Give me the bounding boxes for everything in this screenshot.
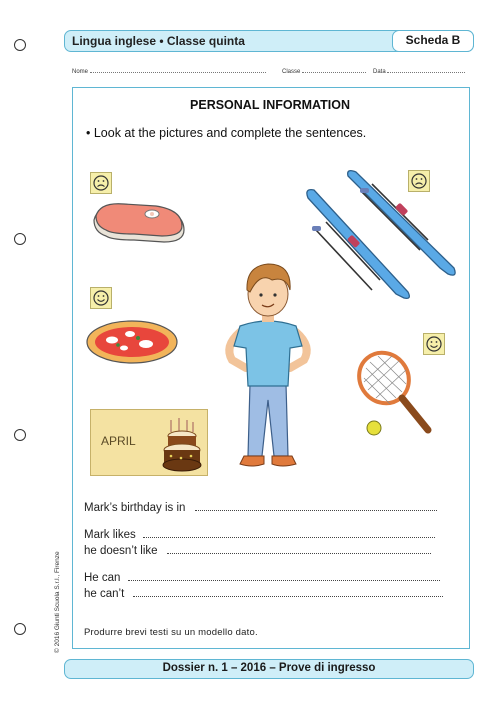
tennis-racket-image <box>356 346 442 446</box>
binder-hole <box>14 233 26 245</box>
skis-image <box>300 168 460 303</box>
sad-icon <box>90 172 112 194</box>
can-answer-line[interactable] <box>128 572 440 581</box>
binder-hole <box>14 429 26 441</box>
name-label: Nome <box>72 69 89 75</box>
cant-answer-line[interactable] <box>133 588 443 597</box>
subject-title: Lingua inglese • Classe quinta <box>72 34 245 48</box>
binder-hole <box>14 39 26 51</box>
calendar-card <box>90 409 208 476</box>
birthday-prompt: Mark’s birthday is in <box>84 502 186 514</box>
likes-sentence <box>84 529 435 541</box>
doesnt-like-sentence <box>84 545 431 557</box>
birthday-cake-image <box>159 416 205 476</box>
can-prompt: He can <box>84 572 121 584</box>
learning-objective: Produrre brevi testi su un modello dato. <box>84 627 258 638</box>
can-sentence <box>84 572 440 584</box>
footer-bar <box>64 659 474 679</box>
sheet-label: Scheda B <box>392 30 474 52</box>
doesnt-like-answer-line[interactable] <box>167 545 431 554</box>
date-label: Data <box>373 69 386 75</box>
doesnt-like-prompt: he doesn’t like <box>84 545 158 557</box>
worksheet-title: PERSONAL INFORMATION <box>190 98 350 112</box>
pizza-image <box>84 318 180 366</box>
steak-image <box>90 196 190 248</box>
header-bar <box>64 30 474 52</box>
likes-answer-line[interactable] <box>143 529 435 538</box>
class-field <box>282 68 366 75</box>
boy-image <box>218 250 318 472</box>
likes-prompt: Mark likes <box>84 529 136 541</box>
binder-hole <box>14 623 26 635</box>
date-field <box>373 68 465 75</box>
cant-prompt: he can’t <box>84 588 125 600</box>
name-field <box>72 68 266 75</box>
birthday-answer-line[interactable] <box>195 502 437 511</box>
instruction-text: • Look at the pictures and complete the sentences. <box>86 126 367 140</box>
class-label: Classe <box>282 69 301 75</box>
happy-icon <box>90 287 112 309</box>
calendar-month: APRIL <box>101 434 136 448</box>
copyright-text: © 2016 Giunti Scuola S.r.l., Firenze <box>54 551 61 653</box>
birthday-sentence <box>84 502 437 514</box>
dossier-label: Dossier n. 1 – 2016 – Prove di ingresso <box>162 662 376 674</box>
cant-sentence <box>84 588 443 600</box>
